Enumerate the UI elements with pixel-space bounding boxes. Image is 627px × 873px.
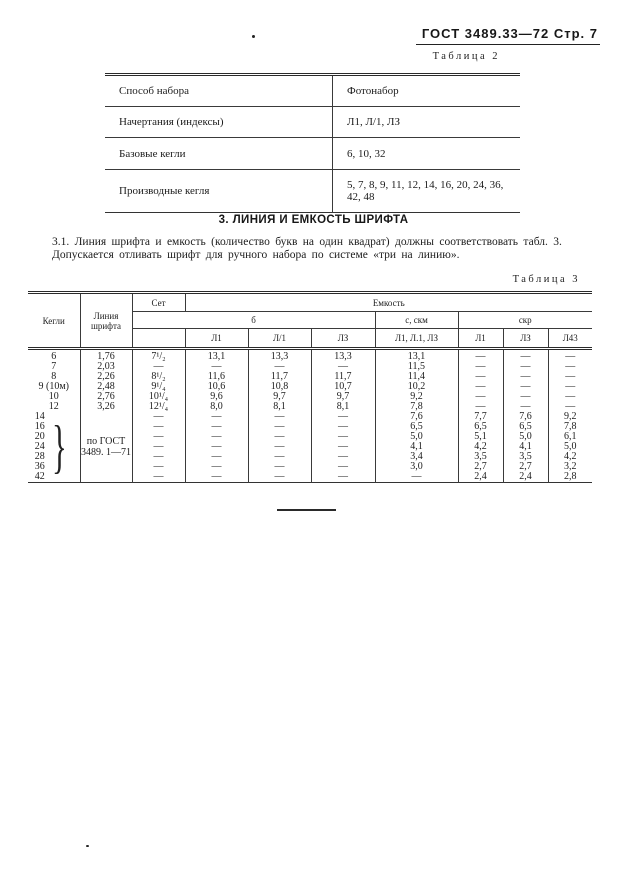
table3-cell: 8,0 (185, 402, 248, 412)
table3-cell: 9,2 (564, 411, 577, 422)
kegl-value: 16 (34, 421, 45, 432)
table3-cell: — (248, 462, 311, 472)
table3-gost-note-cell (80, 412, 132, 483)
table3-cell: 3,4 (375, 452, 458, 462)
table3-cell: 10,7 (311, 382, 375, 392)
table2-row (105, 138, 520, 170)
table2-row-value: Фотонабор (333, 75, 521, 107)
table2-row (105, 170, 520, 213)
table3-cell: 3,0 (375, 462, 458, 472)
table3-cell: 10 (28, 392, 80, 402)
table3-cell: — (132, 462, 185, 472)
table3-cell: 8¹/₂ (132, 372, 185, 382)
table3-cell: 4,2 (458, 442, 503, 452)
col-header-skr-l43: Л43 (562, 333, 578, 343)
col-header-b-l3: ЛЗ (311, 329, 375, 349)
col-header-set-spacer (132, 329, 185, 349)
table3-cell: — (185, 442, 248, 452)
table3-cell: 13,3 (311, 349, 375, 363)
group-brace: } (51, 414, 67, 480)
table3-cell: 2,4 (458, 472, 503, 483)
table3-cell: — (185, 362, 248, 372)
kegl-value: 14 (34, 411, 45, 422)
table3-cell: — (311, 362, 375, 372)
table3-cell: — (248, 442, 311, 452)
section-end-divider (277, 509, 336, 511)
table3-cell: 12 (28, 402, 80, 412)
table3-cell: — (458, 372, 503, 382)
table3-cell: — (458, 362, 503, 372)
table3-cell: — (503, 372, 548, 382)
table3-cell: — (311, 472, 375, 483)
group-header-s-skm: с, скм (375, 312, 458, 329)
table3-cell: 2,7 (503, 462, 548, 472)
table3-cell: — (458, 349, 503, 363)
kegl-value: 24 (34, 441, 45, 452)
table3-kegli-group-cell (28, 412, 80, 483)
table3-cell: — (311, 412, 375, 422)
table3-cell: 7,7 (458, 412, 503, 422)
gost-note-line: 3489. 1—71 (81, 447, 131, 458)
table3-cell: 2,4 (503, 472, 548, 483)
paragraph-3-1-note: Допускается отливать шрифт для ручного набора по системе «три на линию». (52, 248, 460, 261)
table3-cell: 5,0 (503, 432, 548, 442)
col-header-b-l-1: Л/1 (248, 329, 311, 349)
table3-cell: 9 (10м) (28, 382, 80, 392)
group-header-b: б (132, 312, 375, 329)
table3-cell: — (503, 382, 548, 392)
table3-cell: 6,5 (375, 422, 458, 432)
table2-row-label: Начертания (индексы) (105, 107, 333, 138)
table3-cell: — (565, 361, 576, 372)
table3-cell: 2,03 (80, 362, 132, 372)
table3-cell: 11,4 (375, 372, 458, 382)
table3-cell: 6,1 (564, 431, 577, 442)
kegl-value: 28 (34, 451, 45, 462)
table3-cell: 9,7 (311, 392, 375, 402)
table3-cell: 2,7 (458, 462, 503, 472)
col-header-kegli: Кегли (28, 293, 80, 349)
section-heading: 3. ЛИНИЯ И ЕМКОСТЬ ШРИФТА (218, 214, 409, 226)
table3-cell: — (565, 401, 576, 412)
table3-cell: — (185, 452, 248, 462)
table3-cell: — (311, 432, 375, 442)
table3-cell: 13,1 (185, 349, 248, 363)
table3-cell: 9,2 (375, 392, 458, 402)
table3-cell: — (248, 362, 311, 372)
table3-cell: 3,26 (80, 402, 132, 412)
table3-cell: 10,8 (248, 382, 311, 392)
table2-row-value: 5, 7, 8, 9, 11, 12, 14, 16, 20, 24, 36, 42, 48 (347, 179, 504, 203)
running-head: ГОСТ 3489.33—72 Стр. 7 (416, 26, 600, 45)
kegl-value: 42 (34, 471, 45, 482)
table3-cell: — (565, 381, 576, 392)
table3-cell: — (248, 452, 311, 462)
paragraph-3-1: 3.1. Линия шрифта и емкость (количество букв на один квадрат) должны соответствовать табл. 3. (52, 236, 562, 248)
table3-cell: 5,0 (564, 441, 577, 452)
table3-cell: 2,8 (564, 471, 577, 482)
table3-cell: 7,8 (375, 402, 458, 412)
table2-row-label: Способ набора (105, 75, 333, 107)
table3-cell: — (132, 422, 185, 432)
table3-cell: 3,5 (458, 452, 503, 462)
table3-cell: 7 (28, 362, 80, 372)
table3-cell: — (458, 392, 503, 402)
table3-cell: — (132, 442, 185, 452)
table3-cell: 8,1 (311, 402, 375, 412)
table3-cell: 7,8 (564, 421, 577, 432)
table3 (28, 291, 592, 483)
table3-cell: — (565, 391, 576, 402)
table3-cell: 4,1 (503, 442, 548, 452)
table3-cell: 4,2 (564, 451, 577, 462)
table3-cell: 10¹/₄ (132, 392, 185, 402)
table3-row (28, 402, 592, 412)
col-header-set: Сет (132, 293, 185, 312)
table3-cell: — (185, 422, 248, 432)
table3-cell: 8,1 (248, 402, 311, 412)
table3-cell: 1,76 (80, 349, 132, 363)
table3-cell: — (185, 472, 248, 483)
table3-cell: 11,6 (185, 372, 248, 382)
col-header-b-l1: Л1 (185, 329, 248, 349)
table3-cell: 2,48 (80, 382, 132, 392)
table2-label: Таблица 2 (432, 51, 500, 62)
gost-note-line: по ГОСТ (86, 436, 126, 447)
kegl-value: 20 (34, 431, 45, 442)
table3-cell: 12¹/₄ (132, 402, 185, 412)
table3-cell: — (503, 349, 548, 363)
table3-cell: 13,1 (375, 349, 458, 363)
table3-cell: — (248, 422, 311, 432)
table3-cell: — (248, 432, 311, 442)
table3-cell: 4,1 (375, 442, 458, 452)
table3-cell: — (458, 382, 503, 392)
table3-cell: — (185, 412, 248, 422)
table2-row-value: 6, 10, 32 (333, 138, 521, 170)
table3-cell: 11,7 (248, 372, 311, 382)
table3-cell: — (248, 412, 311, 422)
table2-row-label: Базовые кегли (105, 138, 333, 170)
table3-header (28, 293, 592, 349)
table3-row (28, 349, 592, 363)
table3-cell: — (185, 462, 248, 472)
table3-cell: — (311, 452, 375, 462)
table2-row (105, 107, 520, 138)
table3-cell: 9¹/₄ (132, 382, 185, 392)
table3-cell: 10,6 (185, 382, 248, 392)
col-header-skr-l3: ЛЗ (503, 329, 548, 349)
table3-cell: 11,7 (311, 372, 375, 382)
table3-cell: — (132, 412, 185, 422)
scan-speck (86, 845, 89, 847)
table2-row-label: Производные кегля (105, 170, 333, 213)
table3-cell: 6 (28, 349, 80, 363)
table3-cell: 3,2 (564, 461, 577, 472)
table3-cell: — (375, 472, 458, 483)
table3-cell: 10,2 (375, 382, 458, 392)
group-header-emkost: Емкость (185, 293, 592, 312)
table2-row-value: Л1, Л/1, ЛЗ (333, 107, 521, 138)
scan-speck (252, 35, 255, 38)
table3-cell: 3,5 (503, 452, 548, 462)
table3-cell: — (311, 442, 375, 452)
table3-cell: 7¹/₂ (132, 349, 185, 363)
table3-cell: — (503, 362, 548, 372)
table2-row (105, 75, 520, 107)
table3-cell: — (132, 362, 185, 372)
table3-cell: 13,3 (248, 349, 311, 363)
table2 (105, 73, 520, 213)
table3-cell: 11,5 (375, 362, 458, 372)
section-body (28, 236, 600, 261)
table3-cell: 7,6 (375, 412, 458, 422)
group-header-skr: скр (458, 312, 592, 329)
table3-cell: 7,6 (503, 412, 548, 422)
table3-cell: — (503, 402, 548, 412)
table3-cell: — (132, 472, 185, 483)
kegl-value: 36 (34, 461, 45, 472)
table3-cell: 6,5 (458, 422, 503, 432)
col-header-skr-l1: Л1 (458, 329, 503, 349)
col-header-s-skm-indices: Л1, Л.1, ЛЗ (375, 329, 458, 349)
table3-cell: 5,1 (458, 432, 503, 442)
table3-cell: — (132, 452, 185, 462)
table3-cell: — (503, 392, 548, 402)
table3-cell: 5,0 (375, 432, 458, 442)
table3-cell: — (311, 462, 375, 472)
table3-cell: — (565, 351, 576, 362)
table3-cell: 9,6 (185, 392, 248, 402)
table3-cell: — (248, 472, 311, 483)
table3-cell: — (132, 432, 185, 442)
table3-row (28, 412, 592, 422)
table3-cell: 2,76 (80, 392, 132, 402)
table3-label: Таблица 3 (512, 274, 580, 285)
table3-cell: — (565, 371, 576, 382)
table3-cell: 8 (28, 372, 80, 382)
table3-cell: — (185, 432, 248, 442)
table3-cell: 2,26 (80, 372, 132, 382)
table3-cell: 6,5 (503, 422, 548, 432)
table3-cell: 9,7 (248, 392, 311, 402)
col-header-line: Линия шрифта (80, 293, 132, 349)
table3-cell: — (458, 402, 503, 412)
table3-cell: — (311, 422, 375, 432)
